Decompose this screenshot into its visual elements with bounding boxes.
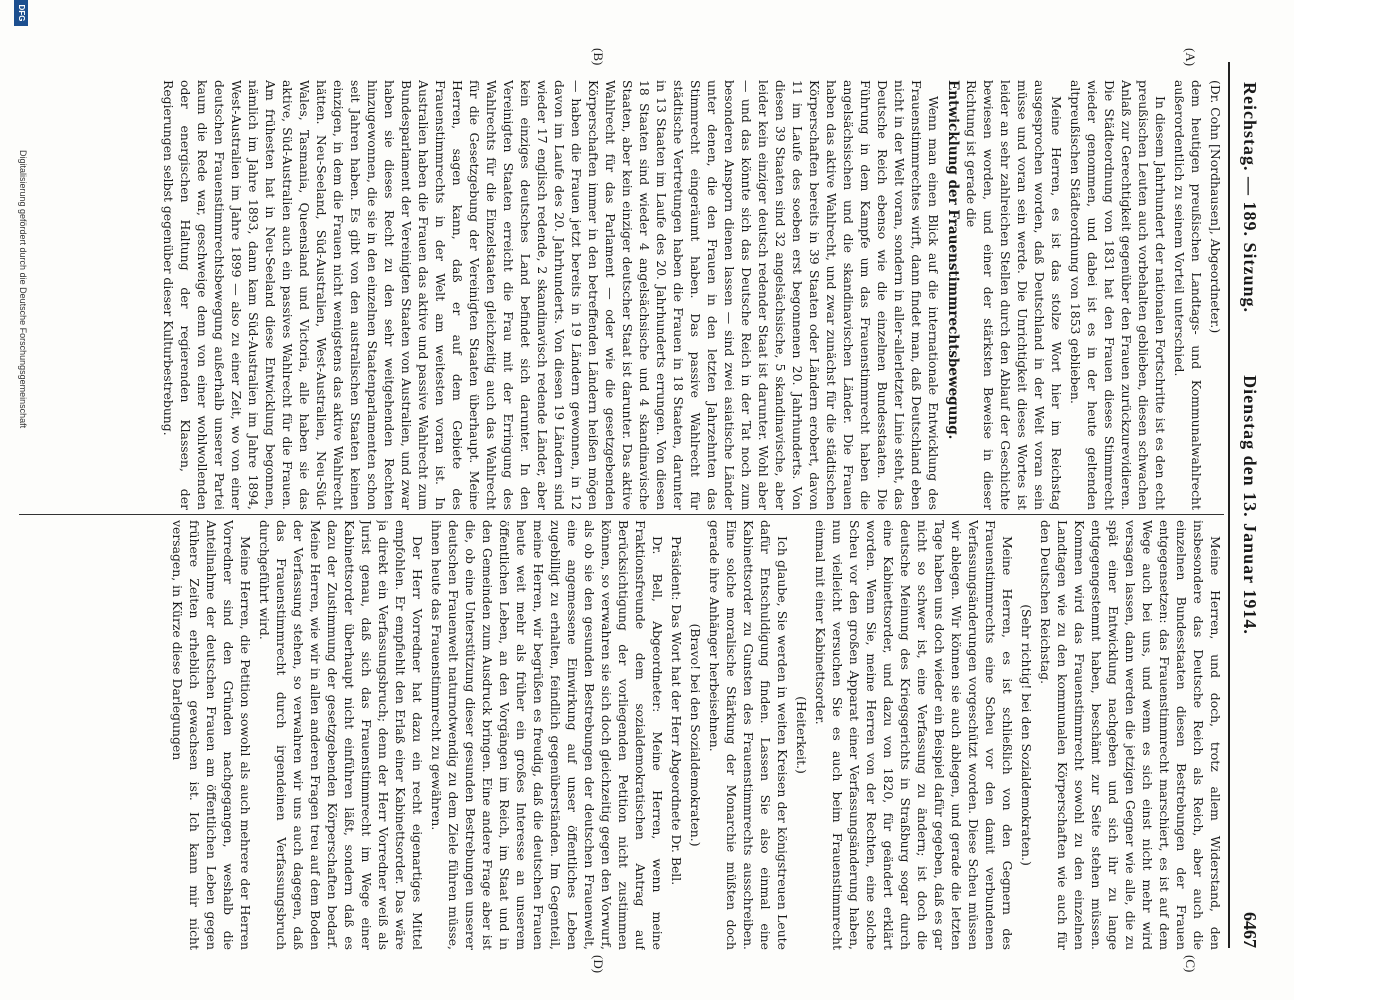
header-left: Reichstag. — 189. Sitzung. bbox=[1240, 82, 1260, 314]
header-date: Dienstag den 13. Januar 1914. bbox=[1240, 375, 1260, 635]
paragraph: In diesem Jahrhundert der nationalen Fortschritte ist es den echt preußischen Leuten auch vorbehalten geblieben, diesen schwachen Anlaß zur Gerechtigkeit gegenüber den Frauen zurückzurevidieren. Die Städteordnung von 1831 hat den Frauen dieses Stimmrecht wieder genommen, und dabei ist es in der heute geltenden altpreußischen Städteordnung von 1853 geblieben. bbox=[1068, 80, 1168, 510]
marker-a: (A) bbox=[1183, 48, 1198, 67]
paragraph: Meine Herren, und doch, trotz allem Widerstand, den insbesondere das Deutsche Reich als Reich, aber auch die einzelnen Bundesstaaten diesen Bestrebungen der Frauen entgegensetzen: das Frauenstimmrecht marschiert, es ist auf dem Wege auch bei uns, und wenn es sich einst nicht mehr wird versagen lassen, dann werden die jetzigen Gegner wie alle, die zu spät einer Entwicklung nachgeben und sich ihr zu lange entgegengestemmt haben, beschämt zur Seite stehen müssen. Kommen wird das Frauenstimmrecht sowohl zu den einzelnen Landtagen wie zu den kommunalen Körperschaften wie auch für den Deutschen Reichstag. bbox=[1038, 520, 1223, 950]
marker-d: (D) bbox=[591, 955, 606, 974]
president-line: Präsident: Das Wort hat der Herr Abgeordnete Dr. Bell. bbox=[669, 536, 684, 886]
speaker-line: (Dr. Cohn [Nordhausen], Abgeordneter.) bbox=[1208, 80, 1223, 334]
paragraph: Der Herr Vorredner hat dazu ein recht eigenartiges Mittel empfohlen. Er empfiehlt den Erlaß einer Kabinettsorder. Das wäre ja direkt ein Verfassungsbruch; denn der Herr Vorredner weiß als Jurist genau, daß sich das Frauenstimmrecht im Wege einer Kabinettsorder überhaupt nicht einführen läßt, sondern daß es dazu der Zustimmung der gesetzgebenden Körperschaften bedarf. Meine Herren, wie wir in allen anderen Fragen treu auf dem Boden der Verfassung stehen, so verwahren wir uns auch dagegen, daß das Frauenstimmrecht durch irgendeinen Verfassungsbruch durchgeführt wird. bbox=[257, 520, 425, 950]
section-heading: Entwicklung der Frauenstimmrechtsbewegung. bbox=[945, 80, 961, 440]
dfg-logo: DFG bbox=[14, 0, 28, 26]
marker-c: (C) bbox=[1183, 955, 1198, 973]
interjection: (Bravo! bei den Sozialdemokraten.) bbox=[688, 623, 703, 847]
paragraph: Ich glaube, Sie werden in weiten Kreisen der königstreuen Leute dafür Entschuldigung finden. Lassen Sie also einmal eine Kabinettsorder zu Gunsten des Frauenstimmrechts ausschreiben. Eine solche moralische Stärkung der Monarchie müßten doch gerade ihre Anhänger herbeisehnen. bbox=[707, 520, 790, 950]
page-number: 6467 bbox=[1240, 912, 1260, 948]
paragraph: Meine Herren, die Petition sowohl als auch mehrere der Herren Vorredner sind den Gründen nachgegangen, weshalb die Anteilnahme der deutschen Frauen am öffentlichen Leben gegen frühere Zeiten erheblich gewachsen ist. Ich kann mir nicht versagen, in Kürze diese Darlegungen bbox=[170, 520, 253, 950]
paragraph: Wenn man einen Blick auf die internationale Entwicklung des Frauenstimmrechtes wirft, dann findet man, daß Deutschland eben nicht in der Welt voran, sondern in aller-allerletzter Linie steht, das Deutsche Reich ebenso wie die einzelnen Bundesstaaten. Die Führung in dem Kampfe um das Frauenstimmrecht haben die angelsächsischen und die skandinavischen Länder. Die Frauen haben das aktive Wahlrecht, und zwar zunächst für die städtischen Körperschaften bereits in 39 Staaten oder Ländern erobert, davon 11 im Laufe des soeben erst begonnenen 20. Jahrhunderts. Von diesen 39 Staaten sind 32 angelsächsische, 5 skandinavische, aber leider kein einziger deutsch redender Staat ist darunter. Wohl aber — und das könnte sich das Deutsche Reich in der Tat noch zum besonderen Ansporn dienen lassen — sind zwei asiatische Länder unter denen, die den Frauen in den letzten Jahrzehnten das Stimmrecht eingeräumt haben. Das passive Wahlrecht für städtische Vertretungen haben die Frauen in 18 Staaten, darunter in 13 Staaten im Laufe des 20. Jahrhunderts errungen. Von diesen 18 Staaten sind wieder 4 angelsächsische und 4 skandinavische Staaten, aber kein einziger deutscher Staat ist darunter. Das aktive Wahlrecht für das Parlament — oder wie die gesetzgebenden Körperschaften immer in den betreffenden Ländern heißen mögen — haben die Frauen jetzt bereits in 19 Ländern gewonnen, in 12 davon im Laufe des 20. Jahrhunderts. Von diesen 19 Ländern sind wieder 17 englisch redende, 2 skandinavisch redende Länder, aber kein einziges deutsches Land befindet sich darunter. In den Vereinigten Staaten erreicht die Frau mit der Erringung des Wahlrechts für die Einzelstaaten gleichzeitig auch das Wahlrecht für die Gesetzgebung der Vereinigten Staaten überhaupt. Meine Herren, sagen kann, daß er auf dem Gebiete des Frauenstimmrechts in der Welt am weitesten voran ist. In Australien haben die Frauen das aktive und passive Wahlrecht zum Bundesparlament der Vereinigten Staaten von Australien, und zwar haben sie dieses Recht zu den sehr weitgehenden Rechten hinzugewonnen, die sie in den einzelnen Staatenparlamenten schon seit Jahren haben. Es gibt von den australischen Staaten keinen einzigen, in dem die Frauen nicht wenigstens das aktive Wahlrecht hätten. Neu-Seeland, Süd-Australien, West-Australien, Neu-Süd-Wales, Tasmania, Queensland und Victoria, alle haben sie das aktive, Süd-Australien auch ein passives Wahlrecht für die Frauen. Am frühesten hat in Neu-Seeland diese Entwicklung begonnen, nämlich im Jahre 1893, dann kam Süd-Australien im Jahre 1894, West-Australien im Jahre 1899 — also zu einer Zeit, wo von einer deutschen Frauenstimmrechtsbewegung außerhalb unserer Partei kaum die Rede war, geschweige denn von einer wohlwollenden oder energischen Haltung der regierenden Klassen, der Regierungen selbst gegenüber dieser Kulturbestrebung. bbox=[161, 80, 941, 510]
column-separator bbox=[19, 514, 1224, 515]
interjection: (Heiterkeit.) bbox=[794, 696, 809, 774]
left-column bbox=[19, 80, 1224, 510]
interjection: (Sehr richtig! bei den Sozialdemokraten.) bbox=[1019, 604, 1034, 866]
paragraph: Meine Herren, es ist das stolze Wort hier im Reichstag ausgesprochen worden, daß Deutschland in der Welt voran sein müsse und voran sein werde. Die Unrichtigkeit dieses Wortes ist leider an sehr zahlreichen Stellen durch den Ablauf der Geschichte bewiesen worden, und einer der stärksten Beweise in dieser Richtung ist gerade die bbox=[964, 80, 1064, 510]
marker-b: (B) bbox=[591, 48, 606, 66]
paragraph: Meine Herren, es ist schließlich von den Gegnern des Frauenstimmrechts eine Scheu vor den damit verbundenen Verfassungsänderungen vorgeschützt worden. Diese Scheu müssen wir ablegen. Wir können sie auch ablegen, und gerade die letzten Tage haben uns doch wieder ein Beispiel dafür gegeben, daß es gar nicht so schwer ist, eine Verfassung zu ändern; ist doch die deutsche Meinung des Kriegsgerichts in Straßburg sogar durch eine Kabinettsorder, und dazu von 1820, für geändert erklärt worden. Wenn Sie, meine Herren von der Rechten, eine solche Scheu vor den großen Apparat einer Verfassungsänderung haben, nun vielleicht versuchen Sie es auch beim Frauenstimmrecht einmal mit einer Kabinettsorder. bbox=[813, 520, 1015, 950]
paragraph: Dr. Bell, Abgeordneter: Meine Herren, wenn meine Fraktionsfreunde dem sozialdemokratischen Antrag auf Berücksichtigung der vorliegenden Petition nicht zustimmen können, so verwahren sie sich doch gleichzeitig gegen den Vorwurf, als ob sie den gesunden Bestrebungen der deutschen Frauenwelt, eine angemessene Einwirkung auf unser öffentliches Leben zugebilligt zu erhalten, feindlich gegenüberständen. Im Gegenteil, meine Herren, wir begrüßen es freudig, daß die deutschen Frauen heute weit mehr als früher ein großes Interesse an unserem öffentlichen Leben, an den Vorgängen im Reich, im Staat und in den Gemeinden zum Ausdruck bringen. Eine andere Frage aber ist die, ob eine Unterstützung dieser gesunden Bestrebungen unserer deutschen Frauenwelt naturnotwendig zu dem Ziele führen müsse, ihnen heute das Frauenstimmrecht zu gewähren. bbox=[429, 520, 665, 950]
right-column bbox=[19, 520, 1224, 950]
header-rule bbox=[1228, 62, 1230, 948]
paragraph: dem heutigen preußischen Landtags- und Kommunalwahlrecht außerordentlich zu seinem Vorteil unterschied. bbox=[1172, 80, 1204, 510]
digitization-notice: Digitalisierung gefördert durch die Deutsche Forschungsgemeinschaft bbox=[18, 150, 28, 429]
page-header bbox=[1232, 62, 1260, 948]
